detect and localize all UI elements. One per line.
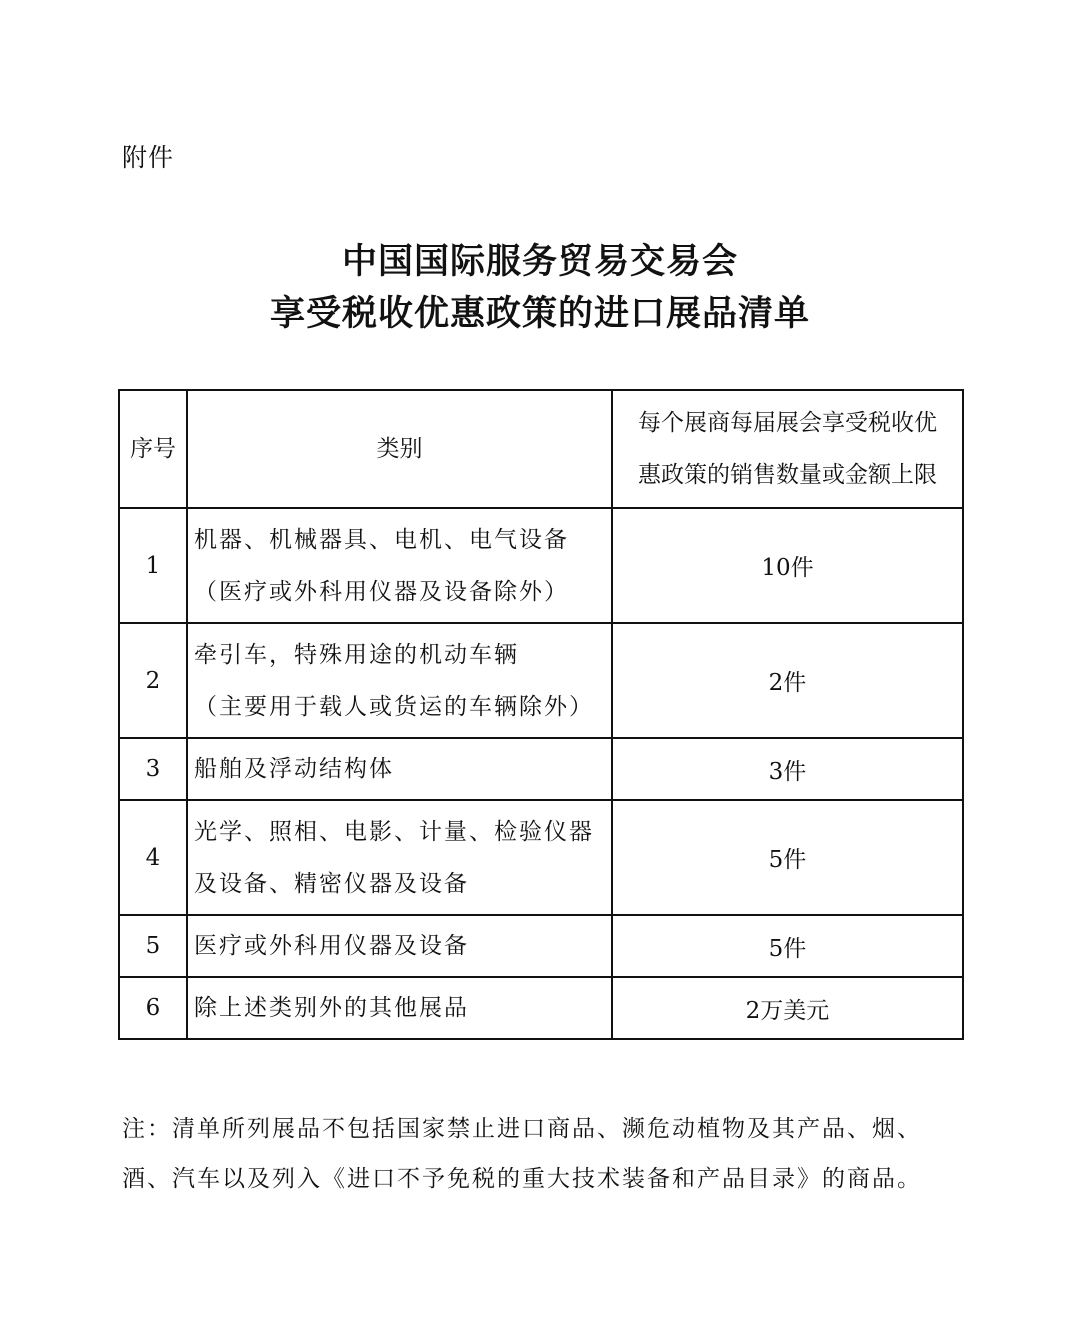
row-number: 4 bbox=[119, 800, 187, 915]
row-number: 6 bbox=[119, 977, 187, 1039]
category-line: 牵引车，特殊用途的机动车辆 bbox=[194, 641, 519, 668]
table-row bbox=[119, 800, 963, 915]
footnote-line-1: 注：清单所列展品不包括国家禁止进口商品、濒危动植物及其产品、烟、 bbox=[122, 1116, 922, 1142]
table-row bbox=[119, 738, 963, 800]
category-line: 机器、机械器具、电机、电气设备 bbox=[194, 526, 569, 553]
row-limit: 2件 bbox=[612, 623, 963, 738]
footnote bbox=[122, 1104, 962, 1204]
category-line: （主要用于载人或货运的车辆除外） bbox=[194, 693, 594, 720]
category-line: 光学、照相、电影、计量、检验仪器 bbox=[194, 818, 594, 845]
row-number: 5 bbox=[119, 915, 187, 977]
table-header-row bbox=[119, 390, 963, 508]
attachment-label: 附件 bbox=[122, 143, 175, 172]
row-limit: 10件 bbox=[612, 508, 963, 623]
header-limit bbox=[612, 390, 963, 508]
table-row bbox=[119, 915, 963, 977]
footnote-line-2: 酒、汽车以及列入《进口不予免税的重大技术装备和产品目录》的商品。 bbox=[122, 1166, 922, 1192]
row-limit: 5件 bbox=[612, 800, 963, 915]
header-category: 类别 bbox=[187, 390, 612, 508]
header-number: 序号 bbox=[119, 390, 187, 508]
category-line: 船舶及浮动结构体 bbox=[194, 756, 394, 782]
exhibit-list-table bbox=[118, 389, 964, 1040]
row-limit: 3件 bbox=[612, 738, 963, 800]
header-limit-line-1: 每个展商每届展会享受税收优 bbox=[638, 410, 937, 436]
row-number: 2 bbox=[119, 623, 187, 738]
table-row bbox=[119, 508, 963, 623]
row-number: 1 bbox=[119, 508, 187, 623]
row-number: 3 bbox=[119, 738, 187, 800]
header-limit-line-2: 惠政策的销售数量或金额上限 bbox=[638, 462, 937, 488]
table-row bbox=[119, 623, 963, 738]
category-line: （医疗或外科用仪器及设备除外） bbox=[194, 578, 569, 605]
row-category bbox=[187, 738, 612, 800]
category-line: 除上述类别外的其他展品 bbox=[194, 995, 469, 1021]
row-category bbox=[187, 623, 612, 738]
row-category bbox=[187, 977, 612, 1039]
document-title-line-2: 享受税收优惠政策的进口展品清单 bbox=[269, 293, 810, 334]
table-row bbox=[119, 977, 963, 1039]
row-limit: 2万美元 bbox=[612, 977, 963, 1039]
document-title-line-1: 中国国际服务贸易交易会 bbox=[341, 241, 738, 282]
row-limit: 5件 bbox=[612, 915, 963, 977]
row-category bbox=[187, 508, 612, 623]
category-line: 医疗或外科用仪器及设备 bbox=[194, 933, 469, 959]
category-line: 及设备、精密仪器及设备 bbox=[194, 870, 469, 897]
row-category bbox=[187, 915, 612, 977]
row-category bbox=[187, 800, 612, 915]
